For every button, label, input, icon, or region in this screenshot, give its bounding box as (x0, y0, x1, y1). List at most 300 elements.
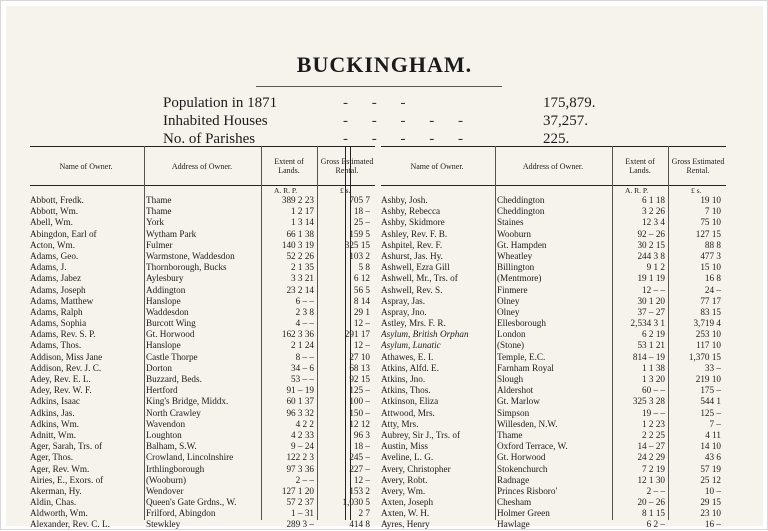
table-row (30, 273, 375, 284)
owner-name: Atkinson, Eliza (381, 396, 439, 407)
owner-address: Aldershot (497, 385, 534, 396)
owner-address: York (146, 217, 164, 228)
land-extent: 30 2 15 (637, 239, 665, 250)
land-extent: 162 3 36 (281, 329, 314, 340)
header-extent: Extent of Lands. (274, 157, 304, 175)
table-row (381, 419, 726, 430)
gross-rental: 57 19 (700, 463, 721, 474)
table-row (30, 497, 375, 508)
owner-address: (Stone) (497, 340, 525, 351)
owner-name: Ayres, Henry (381, 519, 430, 530)
stat-leader: - - - (343, 95, 416, 111)
owner-name: Adkins, Wm. (30, 418, 80, 429)
gross-rental: 77 17 (700, 295, 721, 306)
owner-address: Slough (497, 374, 524, 384)
owner-name: Athawes, E. I. (381, 351, 434, 362)
owner-address: Radnage (497, 474, 530, 485)
gross-rental: 43 6 (704, 452, 721, 463)
owner-name: Adams, Matthew (30, 295, 94, 306)
table-row (381, 329, 726, 340)
table-row (30, 396, 375, 407)
gross-rental: 33 – (704, 362, 721, 373)
table-row (381, 296, 726, 307)
owner-address: Princes Risboro' (497, 485, 558, 496)
table-row (30, 408, 375, 419)
land-extent: 1 3 20 (642, 374, 665, 384)
owner-address: Castle Thorpe (146, 351, 198, 362)
owner-name: Avery, Christopher (381, 463, 451, 474)
table-row (30, 229, 375, 240)
owner-address: Billington (497, 262, 535, 273)
land-extent: 92 – 26 (637, 228, 665, 239)
owner-address: Irthlingborough (146, 463, 205, 474)
owner-address: Hawlage (497, 519, 530, 530)
land-extent: 24 2 29 (637, 452, 665, 463)
table-row (30, 195, 375, 206)
owner-name: Adey, Rev. W. F. (30, 385, 92, 396)
land-extent: 127 1 20 (281, 485, 314, 496)
gross-rental: 100 – (349, 396, 370, 407)
table-row (381, 273, 726, 284)
land-extent: 57 2 37 (286, 497, 314, 508)
owner-name: Atkins, Jno. (381, 374, 426, 384)
table-row (381, 385, 726, 396)
owner-name: Ashby, Josh. (381, 195, 428, 205)
gross-rental: 150 – (349, 407, 370, 418)
owner-address: Buzzard, Beds. (146, 374, 202, 384)
stat-label: Inhabited Houses (163, 113, 268, 129)
gross-rental: 15 10 (700, 262, 721, 273)
table-row (30, 475, 375, 486)
header-address: Address of Owner. (171, 161, 233, 171)
table-row (30, 340, 375, 351)
table-row (30, 508, 375, 519)
table-row (30, 452, 375, 463)
land-extent: 2 3 8 (295, 306, 314, 317)
owner-address: Crowland, Lincolnshire (146, 452, 234, 463)
gross-rental: 12 12 (349, 418, 370, 429)
land-extent: 3 3 21 (291, 273, 314, 284)
land-extent: 4 – – (295, 318, 314, 329)
land-extent: 37 – 27 (637, 306, 665, 317)
land-extent: 19 1 19 (637, 273, 665, 284)
gross-rental: 7 10 (704, 206, 721, 217)
gross-rental: 56 5 (353, 284, 370, 295)
land-extent: 91 – 19 (286, 385, 314, 396)
header-name: Name of Owner. (410, 161, 464, 171)
land-extent: 1 3 14 (291, 217, 314, 228)
stat-population (163, 94, 623, 112)
gross-rental: 253 10 (695, 329, 721, 340)
owner-name: Ager, Thos. (30, 452, 74, 463)
land-extent: 140 3 19 (281, 239, 314, 250)
land-extent: 66 1 38 (286, 228, 314, 239)
land-extent: 34 – 6 (291, 362, 314, 373)
stat-leader: - - - - - (343, 113, 473, 129)
gross-rental: 1,030 5 (342, 497, 370, 508)
gross-rental: 16 8 (704, 273, 721, 284)
gross-rental: 18 – (353, 206, 370, 217)
gross-rental: 175 – (700, 385, 721, 396)
stat-label: Population in 1871 (163, 95, 278, 111)
owner-name: Abell, Wm. (30, 217, 73, 228)
owner-name: Addison, Miss Jane (30, 351, 103, 362)
owner-name: Astley, Mrs. F. R. (381, 318, 446, 329)
title-rule (256, 86, 502, 87)
gross-rental: 27 10 (349, 351, 370, 362)
land-extent: 8 – – (295, 351, 314, 362)
land-extent: 53 1 21 (637, 340, 665, 351)
owner-address: (Wooburn) (146, 474, 187, 485)
owner-address: Dorton (146, 362, 173, 373)
owner-name: Atkins, Alfd. E. (381, 362, 439, 373)
land-extent: 1 2 17 (291, 206, 314, 217)
owner-name: Ashwell, Rev. S. (381, 284, 443, 295)
land-extent: 2,534 3 1 (630, 318, 665, 329)
gross-rental: 477 3 (700, 250, 721, 261)
gross-rental: 544 1 (700, 396, 721, 407)
gross-rental: 153 2 (349, 485, 370, 496)
land-extent: 325 3 28 (632, 396, 665, 407)
table-row (381, 340, 726, 351)
land-extent: 6 – – (295, 295, 314, 306)
owner-address: Chesham (497, 497, 532, 508)
owner-address: Willesden, N.W. (497, 418, 558, 429)
gross-rental: 6 12 (353, 273, 370, 284)
owner-name: Aveline, L. G. (381, 452, 434, 463)
gross-rental: 25 12 (700, 474, 721, 485)
table-header (30, 146, 375, 186)
owner-name: Asylum, Lunatic (381, 340, 441, 351)
owner-address: Holmer Green (497, 508, 550, 519)
land-extent: 3 2 26 (642, 206, 665, 217)
owner-name: Adams, Rev. S. P. (30, 329, 96, 340)
gross-rental: 10 – (704, 485, 721, 496)
owner-address: Finmere (497, 284, 528, 295)
gross-rental: 159 5 (349, 228, 370, 239)
owner-name: Aspray, Jno. (381, 306, 427, 317)
owner-name: Adams, Ralph (30, 306, 83, 317)
header-extent: Extent of Lands. (625, 157, 655, 175)
land-extent: 814 – 19 (632, 351, 665, 362)
owner-address: Addington (146, 284, 186, 295)
owner-address: Wooburn (497, 228, 531, 239)
land-extent: 96 3 32 (286, 407, 314, 418)
owner-address: Wheatley (497, 250, 533, 261)
land-extent: 2 1 35 (291, 262, 314, 273)
owner-name: Avery, Wm. (381, 485, 426, 496)
owner-address: King's Bridge, Middx. (146, 396, 229, 407)
owner-name: Adams, Sophia (30, 318, 87, 329)
owner-address: Queen's Gate Grdns., W. (146, 497, 237, 508)
owner-address: Burcott Wing (146, 318, 196, 329)
owner-address: Thame (146, 195, 172, 205)
land-extent: 97 3 36 (286, 463, 314, 474)
owner-address: Cheddington (497, 206, 545, 217)
gross-rental: 245 – (349, 452, 370, 463)
owner-name: Ashurst, Jas. Hy. (381, 250, 443, 261)
table-row (381, 374, 726, 385)
owner-name: Aspray, Jas. (381, 295, 426, 306)
gross-rental: 92 15 (349, 374, 370, 384)
owner-address: Wendover (146, 485, 184, 496)
owner-address: Hanslope (146, 295, 181, 306)
land-extent: 9 – 24 (291, 441, 314, 452)
table-row (30, 519, 375, 530)
land-extent: 2 2 25 (642, 429, 665, 440)
gross-rental: 705 7 (349, 195, 370, 205)
gross-rental: 2 7 (358, 508, 370, 519)
land-extent: 7 2 19 (642, 463, 665, 474)
owner-address: Stokenchurch (497, 463, 548, 474)
gross-rental: 7 – (709, 418, 721, 429)
gross-rental: 83 15 (700, 306, 721, 317)
land-extent: 12 – – (642, 284, 665, 295)
land-extent: 2 1 24 (291, 340, 314, 351)
table-right-half (381, 146, 726, 530)
owner-address: Simpson (497, 407, 530, 418)
land-extent: 14 – 27 (637, 441, 665, 452)
land-extent: 389 2 23 (281, 195, 314, 205)
units-extent: A. R. P. (274, 186, 298, 195)
land-extent: 1 1 38 (642, 362, 665, 373)
owner-name: Ashwell, Mr., Trs. of (381, 273, 458, 284)
table-row (30, 352, 375, 363)
owner-name: Adkins, Isaac (30, 396, 81, 407)
table-row (381, 195, 726, 206)
table-row (381, 262, 726, 273)
units-rental: £ s. (691, 186, 702, 195)
gross-rental: 219 10 (695, 374, 721, 384)
gross-rental: 227 – (349, 463, 370, 474)
table-row (381, 217, 726, 228)
owner-name: Asylum, British Orphan (381, 329, 469, 340)
gross-rental: 103 2 (349, 250, 370, 261)
units-extent: A. R. P. (625, 186, 649, 195)
table-row (381, 240, 726, 251)
owner-name: Alexander, Rev. C. L. (30, 519, 110, 530)
table-row (30, 296, 375, 307)
gross-rental: 325 15 (344, 239, 370, 250)
land-extent: 244 3 8 (637, 250, 665, 261)
table-row (381, 396, 726, 407)
owner-name: Ashwell, Ezra Gill (381, 262, 450, 273)
land-extent: 12 1 30 (637, 474, 665, 485)
owner-address: Loughton (146, 429, 182, 440)
header-address: Address of Owner. (522, 161, 584, 171)
table-row (30, 318, 375, 329)
table-row (30, 385, 375, 396)
rows-left (30, 195, 375, 531)
table-row (381, 352, 726, 363)
land-extent: 60 – – (642, 385, 665, 396)
owner-address: Waddesdon (146, 306, 189, 317)
stat-inhabited-houses (163, 112, 623, 130)
owner-address: Staines (497, 217, 524, 228)
stat-value: 37,257. (543, 113, 588, 129)
owner-name: Adnitt, Wm. (30, 429, 77, 440)
units-rental: £ s. (340, 186, 351, 195)
stat-value: 175,879. (543, 95, 596, 111)
land-extent: 6 1 18 (642, 195, 665, 205)
table-row (381, 508, 726, 519)
land-extent: 1 2 23 (642, 418, 665, 429)
land-extent: 9 1 2 (646, 262, 665, 273)
gross-rental: 14 10 (700, 441, 721, 452)
gross-rental: 117 10 (696, 340, 721, 351)
owner-address: Stewkley (146, 519, 181, 530)
table-row (381, 408, 726, 419)
gross-rental: 12 – (353, 318, 370, 329)
owner-address: Hanslope (146, 340, 181, 351)
gross-rental: 3,719 4 (693, 318, 721, 329)
county-title: BUCKINGHAM. (296, 52, 473, 77)
gross-rental: 1,370 15 (688, 351, 721, 362)
gross-rental: 24 – (704, 284, 721, 295)
gross-rental: 16 – (704, 519, 721, 530)
owner-name: Adey, Rev. E. L. (30, 374, 91, 384)
owner-name: Aldworth, Wm. (30, 508, 88, 519)
owner-name: Abingdon, Earl of (30, 228, 97, 239)
table-row (381, 318, 726, 329)
county-statistics (163, 94, 623, 148)
owner-address: Cheddington (497, 195, 545, 205)
gross-rental: 25 – (353, 217, 370, 228)
owner-address: Olney (497, 306, 520, 317)
owner-address: Wytham Park (146, 228, 197, 239)
owner-address: Temple, E.C. (497, 351, 546, 362)
land-extent: 4 2 33 (291, 429, 314, 440)
owner-address: Olney (497, 295, 520, 306)
gross-rental: 414 8 (349, 519, 370, 530)
table-row (30, 262, 375, 273)
owner-name: Attwood, Mrs. (381, 407, 435, 418)
owner-address: Aylesbury (146, 273, 184, 284)
owner-name: Ashpitel, Rev. F. (381, 239, 443, 250)
stat-leader: - - - - - (343, 131, 473, 147)
owner-address: Fulmer (146, 239, 173, 250)
table-row (381, 475, 726, 486)
gross-rental: 125 – (700, 407, 721, 418)
land-extent: 2 – – (295, 474, 314, 485)
land-extent: 30 1 20 (637, 295, 665, 306)
land-extent: 60 1 37 (286, 396, 314, 407)
gross-rental: 88 8 (704, 239, 721, 250)
owner-name: Addison, Rev. J. C. (30, 362, 102, 373)
table-row (381, 497, 726, 508)
land-extent: 1 – 31 (291, 508, 314, 519)
owner-name: Axten, W. H. (381, 508, 430, 519)
owner-address: (Mentmore) (497, 273, 542, 284)
owner-name: Airies, E., Exors. of (30, 474, 104, 485)
owner-name: Axten, Joseph (381, 497, 434, 508)
owner-name: Ager, Sarah, Trs. of (30, 441, 103, 452)
owner-address: Oxford Terrace, W. (497, 441, 568, 452)
gross-rental: 8 14 (353, 295, 370, 306)
gross-rental: 75 10 (700, 217, 721, 228)
owner-name: Atty, Mrs. (381, 418, 419, 429)
table-row (381, 430, 726, 441)
owner-name: Ashley, Rev. F. B. (381, 228, 448, 239)
owner-address: Gt. Horwood (146, 329, 195, 340)
table-row (30, 464, 375, 475)
owner-name: Adams, J. (30, 262, 67, 273)
land-extent: 6 2 19 (642, 329, 665, 340)
owner-address: Balham, S.W. (146, 441, 197, 452)
owner-address: Ellesborough (497, 318, 546, 329)
owner-name: Avery, Robt. (381, 474, 428, 485)
stat-label: No. of Parishes (163, 131, 256, 147)
table-row (30, 206, 375, 217)
owner-name: Abbott, Wm. (30, 206, 79, 217)
land-extent: 23 2 14 (286, 284, 314, 295)
owner-name: Aldin, Chas. (30, 497, 77, 508)
table-row (30, 251, 375, 262)
owner-address: Gt. Marlow (497, 396, 540, 407)
owner-name: Adams, Jabez (30, 273, 82, 284)
gross-rental: 29 15 (700, 497, 721, 508)
owner-name: Adams, Thos. (30, 340, 82, 351)
table-row (381, 229, 726, 240)
table-row (30, 307, 375, 318)
owner-name: Adams, Geo. (30, 250, 79, 261)
owner-name: Ashby, Skidmore (381, 217, 445, 228)
gross-rental: 29 1 (353, 306, 370, 317)
header-rental: Gross Estimated Rental. (671, 157, 725, 175)
table-row (381, 486, 726, 497)
table-row (30, 329, 375, 340)
table-left-half (30, 146, 375, 530)
owner-address: Thame (497, 429, 523, 440)
table-row (381, 464, 726, 475)
owner-name: Aubrey, Sir J., Trs. of (381, 429, 461, 440)
owner-address: Gt. Horwood (497, 452, 546, 463)
table-row (381, 206, 726, 217)
owner-name: Abbott, Fredk. (30, 195, 84, 205)
owner-address: Hertford (146, 385, 178, 396)
land-extent: 2 – – (646, 485, 665, 496)
land-extent: 289 3 – (286, 519, 314, 530)
gross-rental: 18 – (353, 441, 370, 452)
gross-rental: 12 – (353, 474, 370, 485)
table-row (30, 374, 375, 385)
land-extent: 4 2 2 (295, 418, 314, 429)
rows-right (381, 195, 726, 531)
owner-address: Thame (146, 206, 172, 217)
owner-address: London (497, 329, 526, 340)
land-extent: 20 – 26 (637, 497, 665, 508)
land-extent: 122 2 3 (286, 452, 314, 463)
owner-name: Austin, Miss (381, 441, 428, 452)
table-row (381, 452, 726, 463)
header-name: Name of Owner. (59, 161, 113, 171)
owner-address: Wavendon (146, 418, 186, 429)
table-row (30, 486, 375, 497)
table-row (30, 285, 375, 296)
owner-name: Atkins, Thos. (381, 385, 431, 396)
owner-name: Acton, Wm. (30, 239, 75, 250)
gross-rental: 68 13 (349, 362, 370, 373)
gross-rental: 5 8 (358, 262, 370, 273)
land-extent: 8 1 15 (642, 508, 665, 519)
owner-name: Ager, Rev. Wm. (30, 463, 90, 474)
owner-name: Adkins, Jas. (30, 407, 75, 418)
table-header (381, 146, 726, 186)
gross-rental: 23 10 (700, 508, 721, 519)
table-row (381, 285, 726, 296)
table-row (30, 363, 375, 374)
land-extent: 6 2 – (646, 519, 665, 530)
